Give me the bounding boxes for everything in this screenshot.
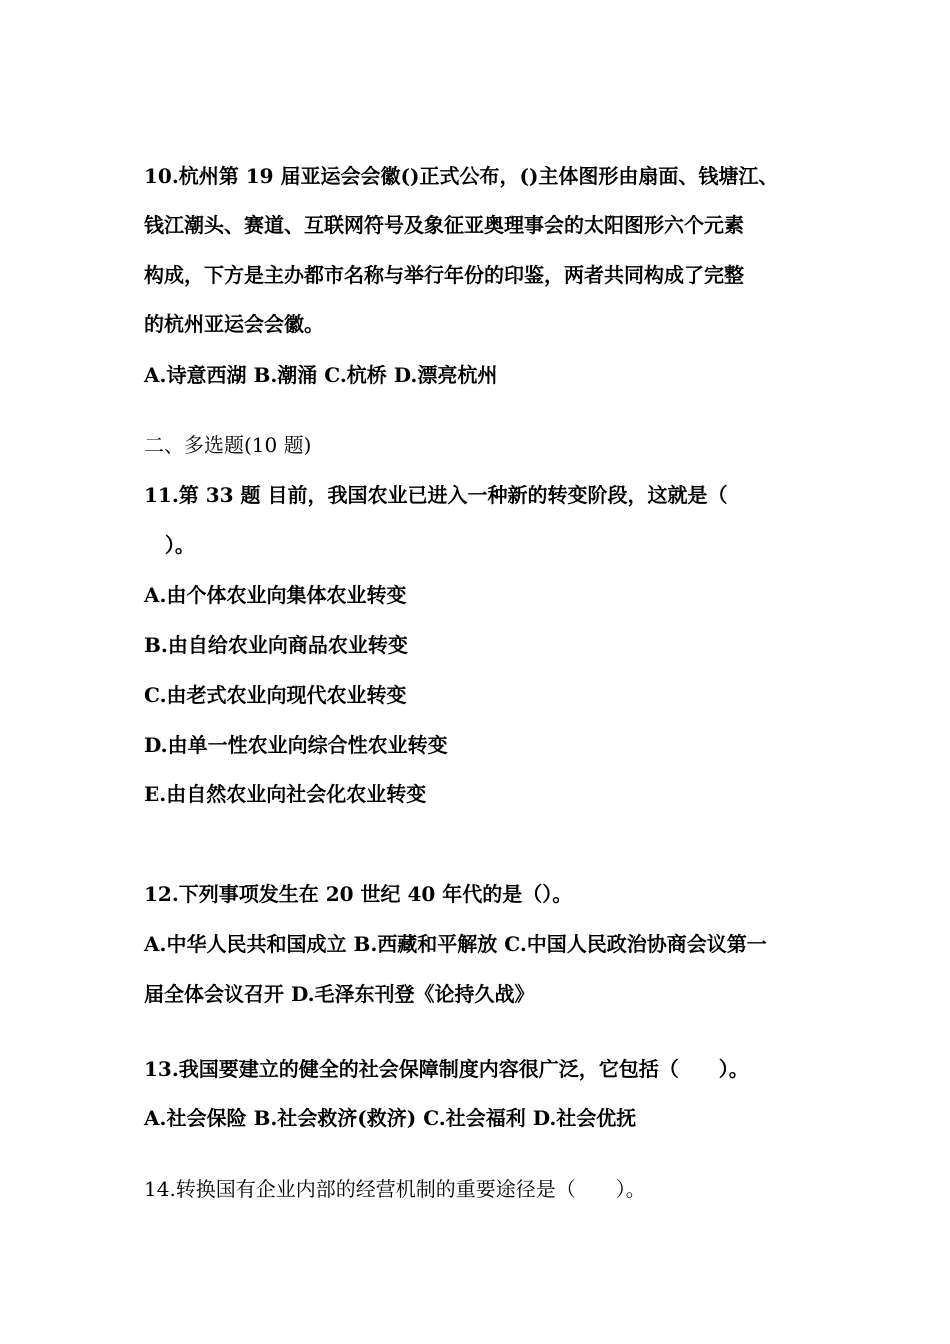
q12-question: 12.下列事项发生在 20 世纪 40 年代的是（）。	[144, 882, 573, 906]
q11-option-e: E.由自然农业向社会化农业转变	[144, 782, 427, 806]
q10-line-3: 构成，下方是主办都市名称与举行年份的印鉴，两者共同构成了完整	[144, 263, 744, 287]
q10-line-2: 钱江潮头、赛道、互联网符号及象征亚奥理事会的太阳图形六个元素	[144, 213, 744, 237]
q11-option-c: C.由老式农业向现代农业转变	[144, 683, 407, 707]
q11-line-1: 11.第 33 题 目前，我国农业已进入一种新的转变阶段，这就是（	[144, 483, 728, 507]
q11-option-b: B.由自给农业向商品农业转变	[144, 633, 408, 657]
q14-question: 14.转换国有企业内部的经营机制的重要途径是（ ）。	[144, 1177, 646, 1201]
q11-line-2: ）。	[144, 533, 195, 557]
section-2-title: 二、多选题(10 题)	[144, 433, 312, 457]
q13-options: A.社会保险 B.社会救济(救济) C.社会福利 D.社会优抚	[144, 1106, 637, 1130]
q13-question: 13.我国要建立的健全的社会保障制度内容很广泛，它包括（ ）。	[144, 1057, 749, 1081]
q10-line-1: 10.杭州第 19 届亚运会会徽()正式公布，()主体图形由扇面、钱塘江、	[144, 164, 779, 188]
q10-options: A.诗意西湖 B.潮涌 C.杭桥 D.漂亮杭州	[144, 363, 498, 387]
q11-option-d: D.由单一性农业向综合性农业转变	[144, 733, 448, 757]
q10-line-4: 的杭州亚运会会徽。	[144, 312, 324, 336]
q11-option-a: A.由个体农业向集体农业转变	[144, 583, 407, 607]
q12-options-line-1: A.中华人民共和国成立 B.西藏和平解放 C.中国人民政治协商会议第一	[144, 932, 767, 956]
q12-options-line-2: 届全体会议召开 D.毛泽东刊登《论持久战》	[144, 982, 535, 1006]
